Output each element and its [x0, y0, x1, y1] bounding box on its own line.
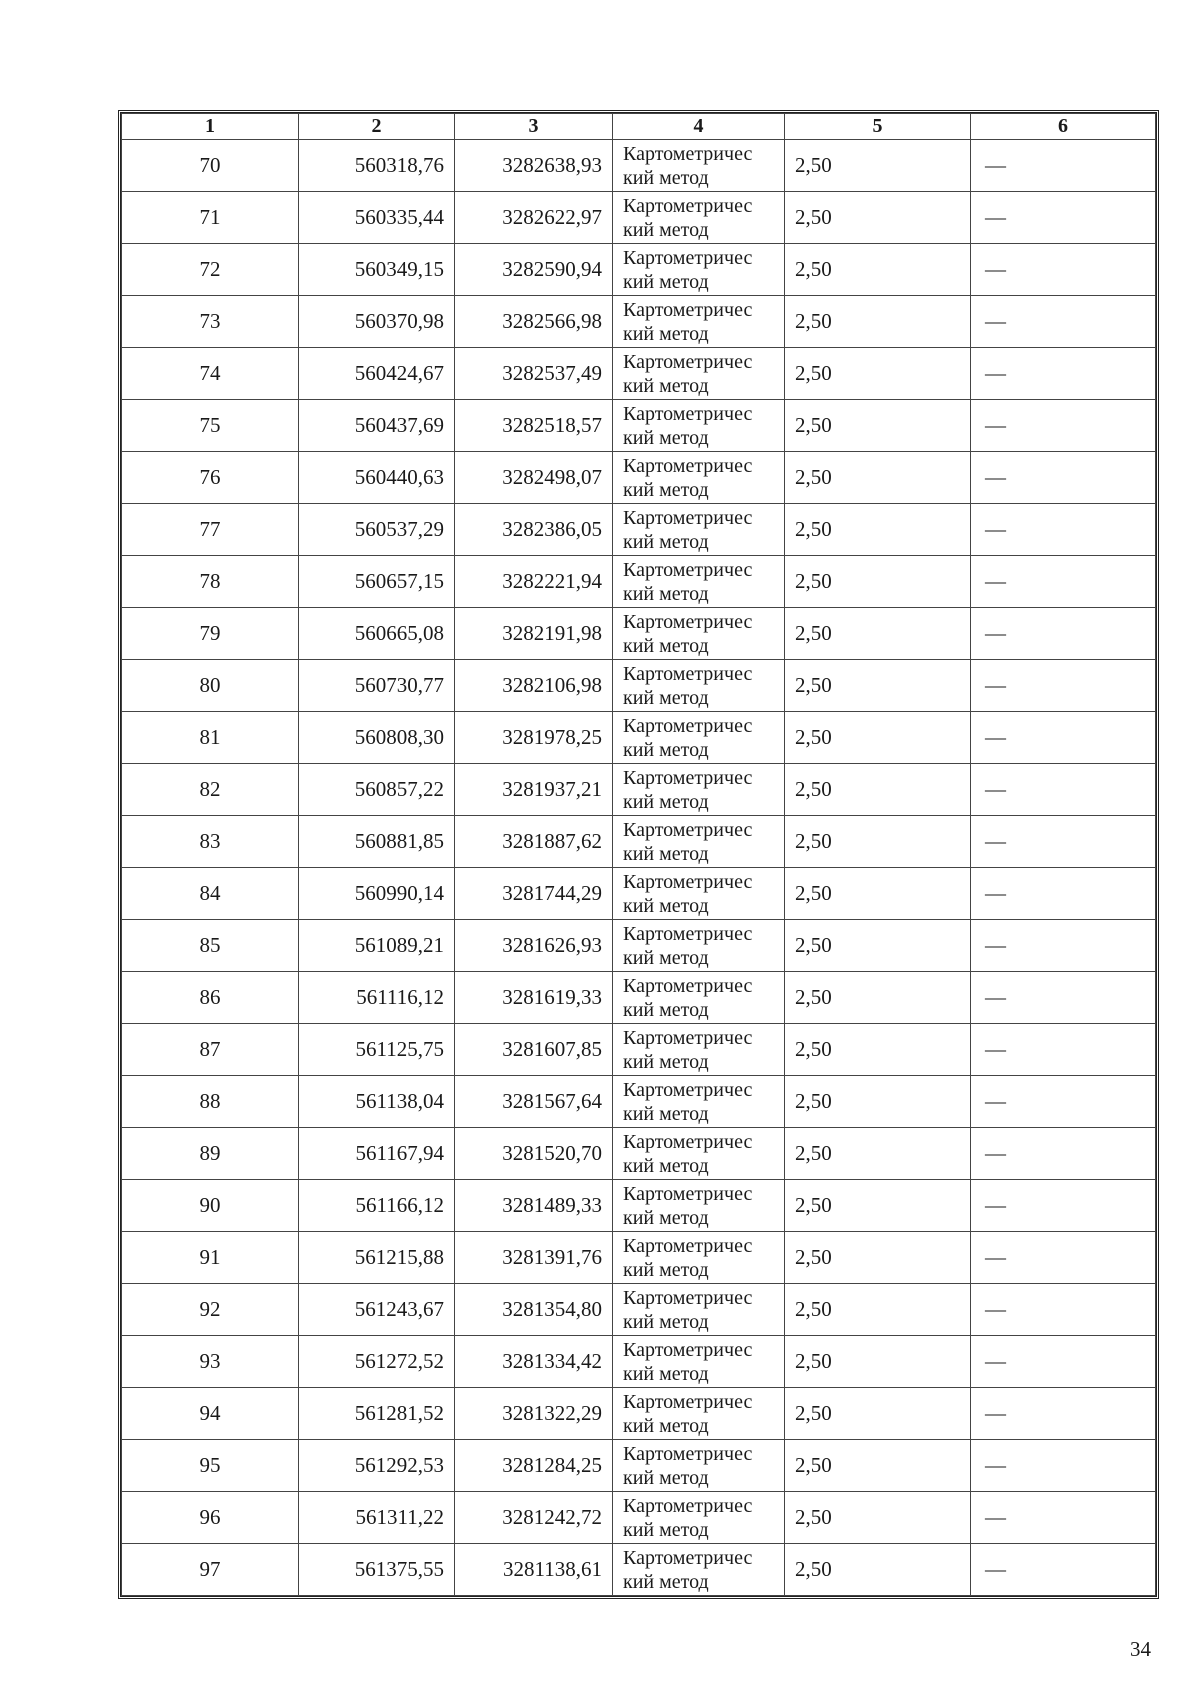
method-text-line-1: Картометричес	[623, 350, 753, 373]
method-text-line-2: кий метод	[623, 478, 709, 501]
method-text-line-1: Картометричес	[623, 818, 753, 841]
method-cell	[613, 868, 785, 920]
point-number-cell: 86	[122, 972, 299, 1024]
method-text-line-1: Картометричес	[623, 298, 753, 321]
note-cell: —	[971, 452, 1156, 504]
method-text-line-1: Картометричес	[623, 1234, 753, 1257]
method-text-line-2: кий метод	[623, 1050, 709, 1073]
note-cell: —	[971, 1232, 1156, 1284]
method-cell	[613, 400, 785, 452]
x-coordinate-cell: 560857,22	[299, 764, 455, 816]
point-number-cell: 88	[122, 1076, 299, 1128]
y-coordinate-cell: 3282590,94	[455, 244, 613, 296]
point-number-cell: 87	[122, 1024, 299, 1076]
point-number-cell: 74	[122, 348, 299, 400]
note-cell: —	[971, 1284, 1156, 1336]
table-row	[122, 400, 1156, 452]
note-cell: —	[971, 1128, 1156, 1180]
accuracy-cell: 2,50	[785, 816, 971, 868]
method-text-line-2: кий метод	[623, 1154, 709, 1177]
method-text-line-1: Картометричес	[623, 1286, 753, 1309]
table-row	[122, 1076, 1156, 1128]
accuracy-cell: 2,50	[785, 192, 971, 244]
x-coordinate-cell: 561272,52	[299, 1336, 455, 1388]
method-text-line-1: Картометричес	[623, 870, 753, 893]
method-cell	[613, 1336, 785, 1388]
note-cell: —	[971, 140, 1156, 192]
note-cell: —	[971, 608, 1156, 660]
column-header-3: 3	[455, 114, 613, 140]
column-header-4: 4	[613, 114, 785, 140]
method-text-line-2: кий метод	[623, 1206, 709, 1229]
method-text-line-1: Картометричес	[623, 1026, 753, 1049]
method-cell	[613, 192, 785, 244]
y-coordinate-cell: 3282518,57	[455, 400, 613, 452]
point-number-cell: 89	[122, 1128, 299, 1180]
accuracy-cell: 2,50	[785, 244, 971, 296]
method-cell	[613, 1544, 785, 1596]
accuracy-cell: 2,50	[785, 556, 971, 608]
method-text-line-2: кий метод	[623, 1414, 709, 1437]
point-number-cell: 72	[122, 244, 299, 296]
table-row	[122, 868, 1156, 920]
point-number-cell: 83	[122, 816, 299, 868]
table-row	[122, 1232, 1156, 1284]
point-number-cell: 93	[122, 1336, 299, 1388]
column-header-5: 5	[785, 114, 971, 140]
method-text-line-2: кий метод	[623, 1362, 709, 1385]
x-coordinate-cell: 560349,15	[299, 244, 455, 296]
point-number-cell: 81	[122, 712, 299, 764]
note-cell: —	[971, 1544, 1156, 1596]
table-row	[122, 140, 1156, 192]
y-coordinate-cell: 3281138,61	[455, 1544, 613, 1596]
y-coordinate-cell: 3282638,93	[455, 140, 613, 192]
method-text-line-2: кий метод	[623, 1102, 709, 1125]
method-text-line-1: Картометричес	[623, 454, 753, 477]
note-cell: —	[971, 1024, 1156, 1076]
method-text-line-1: Картометричес	[623, 194, 753, 217]
note-cell: —	[971, 296, 1156, 348]
x-coordinate-cell: 560537,29	[299, 504, 455, 556]
y-coordinate-cell: 3281607,85	[455, 1024, 613, 1076]
point-number-cell: 76	[122, 452, 299, 504]
method-text-line-1: Картометричес	[623, 558, 753, 581]
table-row	[122, 1388, 1156, 1440]
accuracy-cell: 2,50	[785, 1336, 971, 1388]
x-coordinate-cell: 560335,44	[299, 192, 455, 244]
note-cell: —	[971, 244, 1156, 296]
accuracy-cell: 2,50	[785, 400, 971, 452]
method-text-line-2: кий метод	[623, 166, 709, 189]
x-coordinate-cell: 560370,98	[299, 296, 455, 348]
accuracy-cell: 2,50	[785, 712, 971, 764]
x-coordinate-cell: 561311,22	[299, 1492, 455, 1544]
point-number-cell: 78	[122, 556, 299, 608]
y-coordinate-cell: 3281626,93	[455, 920, 613, 972]
method-text-line-2: кий метод	[623, 894, 709, 917]
x-coordinate-cell: 560318,76	[299, 140, 455, 192]
note-cell: —	[971, 1076, 1156, 1128]
point-number-cell: 73	[122, 296, 299, 348]
note-cell: —	[971, 764, 1156, 816]
accuracy-cell: 2,50	[785, 296, 971, 348]
y-coordinate-cell: 3281334,42	[455, 1336, 613, 1388]
note-cell: —	[971, 1336, 1156, 1388]
x-coordinate-cell: 560730,77	[299, 660, 455, 712]
accuracy-cell: 2,50	[785, 452, 971, 504]
note-cell: —	[971, 400, 1156, 452]
method-text-line-1: Картометричес	[623, 1338, 753, 1361]
point-number-cell: 79	[122, 608, 299, 660]
x-coordinate-cell: 561281,52	[299, 1388, 455, 1440]
method-text-line-2: кий метод	[623, 322, 709, 345]
x-coordinate-cell: 560808,30	[299, 712, 455, 764]
accuracy-cell: 2,50	[785, 1180, 971, 1232]
point-number-cell: 94	[122, 1388, 299, 1440]
column-header-6: 6	[971, 114, 1156, 140]
table-row	[122, 816, 1156, 868]
method-cell	[613, 712, 785, 764]
table-body	[122, 140, 1156, 1596]
accuracy-cell: 2,50	[785, 1284, 971, 1336]
method-text-line-1: Картометричес	[623, 1130, 753, 1153]
table-row	[122, 712, 1156, 764]
x-coordinate-cell: 560657,15	[299, 556, 455, 608]
method-text-line-2: кий метод	[623, 530, 709, 553]
method-text-line-1: Картометричес	[623, 662, 753, 685]
y-coordinate-cell: 3282386,05	[455, 504, 613, 556]
y-coordinate-cell: 3281978,25	[455, 712, 613, 764]
y-coordinate-cell: 3282537,49	[455, 348, 613, 400]
method-cell	[613, 452, 785, 504]
note-cell: —	[971, 660, 1156, 712]
x-coordinate-cell: 561166,12	[299, 1180, 455, 1232]
method-text-line-1: Картометричес	[623, 1078, 753, 1101]
x-coordinate-cell: 560440,63	[299, 452, 455, 504]
note-cell: —	[971, 1492, 1156, 1544]
table-row	[122, 972, 1156, 1024]
table-row	[122, 1284, 1156, 1336]
method-text-line-1: Картометричес	[623, 1494, 753, 1517]
method-text-line-2: кий метод	[623, 270, 709, 293]
x-coordinate-cell: 561138,04	[299, 1076, 455, 1128]
y-coordinate-cell: 3282622,97	[455, 192, 613, 244]
x-coordinate-cell: 561125,75	[299, 1024, 455, 1076]
method-text-line-2: кий метод	[623, 374, 709, 397]
method-text-line-2: кий метод	[623, 634, 709, 657]
accuracy-cell: 2,50	[785, 920, 971, 972]
method-text-line-2: кий метод	[623, 686, 709, 709]
method-text-line-2: кий метод	[623, 1310, 709, 1333]
method-text-line-2: кий метод	[623, 738, 709, 761]
accuracy-cell: 2,50	[785, 608, 971, 660]
table-row	[122, 296, 1156, 348]
table-row	[122, 1544, 1156, 1596]
table-row	[122, 1492, 1156, 1544]
accuracy-cell: 2,50	[785, 1232, 971, 1284]
accuracy-cell: 2,50	[785, 348, 971, 400]
method-cell	[613, 1232, 785, 1284]
point-number-cell: 91	[122, 1232, 299, 1284]
method-text-line-2: кий метод	[623, 842, 709, 865]
method-cell	[613, 1128, 785, 1180]
accuracy-cell: 2,50	[785, 764, 971, 816]
table-row	[122, 452, 1156, 504]
table-row	[122, 556, 1156, 608]
table-row	[122, 608, 1156, 660]
method-text-line-1: Картометричес	[623, 610, 753, 633]
method-text-line-2: кий метод	[623, 1466, 709, 1489]
y-coordinate-cell: 3281242,72	[455, 1492, 613, 1544]
table-row	[122, 660, 1156, 712]
method-cell	[613, 1388, 785, 1440]
y-coordinate-cell: 3282566,98	[455, 296, 613, 348]
x-coordinate-cell: 560665,08	[299, 608, 455, 660]
point-number-cell: 71	[122, 192, 299, 244]
accuracy-cell: 2,50	[785, 1024, 971, 1076]
y-coordinate-cell: 3282498,07	[455, 452, 613, 504]
y-coordinate-cell: 3281391,76	[455, 1232, 613, 1284]
method-text-line-2: кий метод	[623, 1570, 709, 1593]
point-number-cell: 85	[122, 920, 299, 972]
method-cell	[613, 504, 785, 556]
method-cell	[613, 1284, 785, 1336]
accuracy-cell: 2,50	[785, 1492, 971, 1544]
y-coordinate-cell: 3281520,70	[455, 1128, 613, 1180]
method-text-line-1: Картометричес	[623, 922, 753, 945]
accuracy-cell: 2,50	[785, 1076, 971, 1128]
table-row	[122, 504, 1156, 556]
y-coordinate-cell: 3282191,98	[455, 608, 613, 660]
method-cell	[613, 296, 785, 348]
accuracy-cell: 2,50	[785, 1128, 971, 1180]
note-cell: —	[971, 1388, 1156, 1440]
point-number-cell: 77	[122, 504, 299, 556]
method-text-line-1: Картометричес	[623, 402, 753, 425]
note-cell: —	[971, 192, 1156, 244]
note-cell: —	[971, 556, 1156, 608]
method-cell	[613, 140, 785, 192]
method-text-line-1: Картометричес	[623, 246, 753, 269]
table-row	[122, 192, 1156, 244]
method-cell	[613, 1076, 785, 1128]
table-row	[122, 1180, 1156, 1232]
accuracy-cell: 2,50	[785, 972, 971, 1024]
method-text-line-2: кий метод	[623, 790, 709, 813]
point-number-cell: 84	[122, 868, 299, 920]
method-text-line-2: кий метод	[623, 998, 709, 1021]
method-text-line-2: кий метод	[623, 582, 709, 605]
x-coordinate-cell: 560990,14	[299, 868, 455, 920]
point-number-cell: 75	[122, 400, 299, 452]
point-number-cell: 97	[122, 1544, 299, 1596]
method-cell	[613, 816, 785, 868]
method-text-line-1: Картометричес	[623, 1182, 753, 1205]
y-coordinate-cell: 3282221,94	[455, 556, 613, 608]
table-row	[122, 1024, 1156, 1076]
method-text-line-2: кий метод	[623, 426, 709, 449]
method-text-line-1: Картометричес	[623, 1390, 753, 1413]
y-coordinate-cell: 3281489,33	[455, 1180, 613, 1232]
x-coordinate-cell: 561215,88	[299, 1232, 455, 1284]
point-number-cell: 82	[122, 764, 299, 816]
accuracy-cell: 2,50	[785, 1440, 971, 1492]
y-coordinate-cell: 3281284,25	[455, 1440, 613, 1492]
method-cell	[613, 660, 785, 712]
table-row	[122, 1440, 1156, 1492]
method-text-line-1: Картометричес	[623, 974, 753, 997]
accuracy-cell: 2,50	[785, 504, 971, 556]
method-text-line-1: Картометричес	[623, 506, 753, 529]
x-coordinate-cell: 561116,12	[299, 972, 455, 1024]
point-number-cell: 80	[122, 660, 299, 712]
method-text-line-2: кий метод	[623, 1518, 709, 1541]
accuracy-cell: 2,50	[785, 868, 971, 920]
method-text-line-1: Картометричес	[623, 714, 753, 737]
method-cell	[613, 920, 785, 972]
x-coordinate-cell: 561243,67	[299, 1284, 455, 1336]
table-row	[122, 920, 1156, 972]
method-text-line-1: Картометричес	[623, 142, 753, 165]
note-cell: —	[971, 348, 1156, 400]
y-coordinate-cell: 3281744,29	[455, 868, 613, 920]
method-cell	[613, 972, 785, 1024]
method-text-line-1: Картометричес	[623, 1546, 753, 1569]
y-coordinate-cell: 3282106,98	[455, 660, 613, 712]
y-coordinate-cell: 3281322,29	[455, 1388, 613, 1440]
method-cell	[613, 1024, 785, 1076]
method-cell	[613, 1492, 785, 1544]
y-coordinate-cell: 3281937,21	[455, 764, 613, 816]
column-header-1: 1	[122, 114, 299, 140]
method-text-line-1: Картометричес	[623, 1442, 753, 1465]
x-coordinate-cell: 561167,94	[299, 1128, 455, 1180]
accuracy-cell: 2,50	[785, 140, 971, 192]
method-cell	[613, 348, 785, 400]
y-coordinate-cell: 3281354,80	[455, 1284, 613, 1336]
x-coordinate-cell: 560437,69	[299, 400, 455, 452]
point-number-cell: 92	[122, 1284, 299, 1336]
method-cell	[613, 1180, 785, 1232]
method-cell	[613, 764, 785, 816]
method-cell	[613, 244, 785, 296]
method-text-line-1: Картометричес	[623, 766, 753, 789]
point-number-cell: 70	[122, 140, 299, 192]
x-coordinate-cell: 560424,67	[299, 348, 455, 400]
y-coordinate-cell: 3281567,64	[455, 1076, 613, 1128]
note-cell: —	[971, 972, 1156, 1024]
note-cell: —	[971, 504, 1156, 556]
table-row	[122, 348, 1156, 400]
method-cell	[613, 556, 785, 608]
page-number: 34	[1130, 1637, 1151, 1661]
method-cell	[613, 1440, 785, 1492]
point-number-cell: 96	[122, 1492, 299, 1544]
table-row	[122, 1128, 1156, 1180]
column-header-2: 2	[299, 114, 455, 140]
note-cell: —	[971, 920, 1156, 972]
note-cell: —	[971, 712, 1156, 764]
x-coordinate-cell: 561089,21	[299, 920, 455, 972]
point-number-cell: 90	[122, 1180, 299, 1232]
coordinates-table-frame	[118, 110, 1159, 1599]
method-text-line-2: кий метод	[623, 1258, 709, 1281]
note-cell: —	[971, 1180, 1156, 1232]
note-cell: —	[971, 1440, 1156, 1492]
x-coordinate-cell: 561375,55	[299, 1544, 455, 1596]
x-coordinate-cell: 561292,53	[299, 1440, 455, 1492]
method-text-line-2: кий метод	[623, 218, 709, 241]
method-text-line-2: кий метод	[623, 946, 709, 969]
table-row	[122, 764, 1156, 816]
x-coordinate-cell: 560881,85	[299, 816, 455, 868]
table-header-row	[122, 114, 1156, 140]
y-coordinate-cell: 3281887,62	[455, 816, 613, 868]
table-row	[122, 1336, 1156, 1388]
note-cell: —	[971, 816, 1156, 868]
method-cell	[613, 608, 785, 660]
accuracy-cell: 2,50	[785, 1388, 971, 1440]
table-row	[122, 244, 1156, 296]
y-coordinate-cell: 3281619,33	[455, 972, 613, 1024]
point-number-cell: 95	[122, 1440, 299, 1492]
coordinates-table	[121, 113, 1156, 1596]
accuracy-cell: 2,50	[785, 660, 971, 712]
accuracy-cell: 2,50	[785, 1544, 971, 1596]
note-cell: —	[971, 868, 1156, 920]
